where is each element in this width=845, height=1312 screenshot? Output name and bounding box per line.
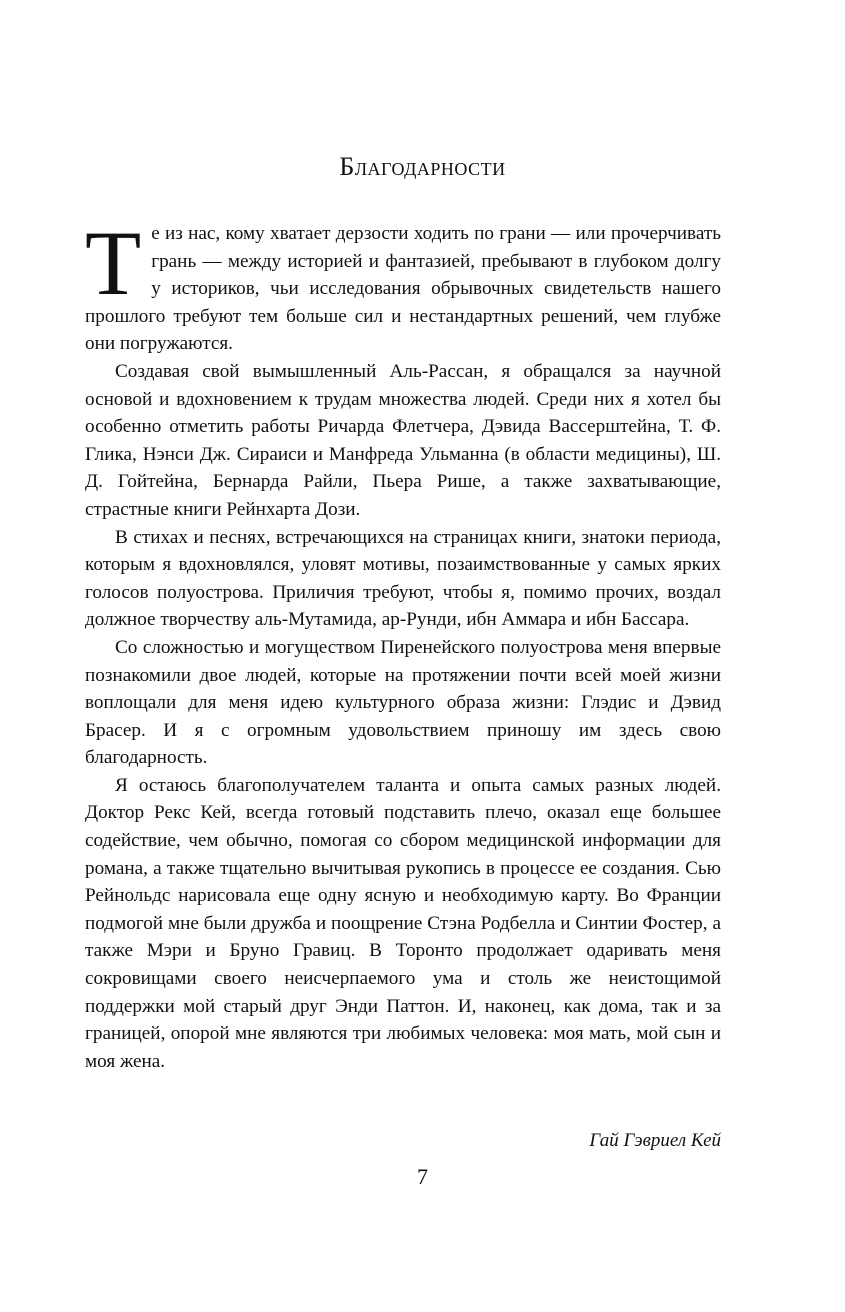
drop-cap: Т bbox=[85, 212, 142, 314]
page-title: Благодарности bbox=[339, 152, 506, 181]
paragraph-2: Создавая свой вымышленный Аль-Рассан, я обращался за научной основой и вдохновением к трудам множества людей. Среди них я хотел бы особенно отметить работы Ричарда Флетчера, Дэвида Вассерштейна, Т. Ф. Глика, Нэнси Дж. Сираиси и Манфреда Ульманна (в области медицины), Ш. Д. Гойтейна, Бернарда Райли, Пьера Рише, а также захватывающие, страстные книги Рейнхарта Дози. bbox=[85, 360, 721, 520]
acknowledgements-body bbox=[85, 212, 721, 1075]
page-number: 7 bbox=[417, 1164, 428, 1189]
paragraph-3: В стихах и песнях, встречающихся на страницах книги, знатоки периода, которым я вдохновлялся, уловят мотивы, позаимствованные у самых ярких голосов полуострова. Приличия требуют, чтобы я, помимо прочих, воздал должное творчеству аль-Мутамида, ар-Рунди, ибн Аммара и ибн Бассара. bbox=[85, 526, 721, 631]
author-signature: Гай Гэвриел Кей bbox=[589, 1130, 721, 1151]
paragraph-4: Со сложностью и могуществом Пиренейского полуострова меня впервые познакомили двое людей, которые на протяжении почти всей моей жизни воплощали для меня идею культурного образа жизни: Глэдис и Дэвид Брасер. И я с огромным удовольствием приношу им здесь свою благодарность. bbox=[85, 636, 721, 769]
paragraph-1 bbox=[85, 212, 721, 358]
paragraph-1-text: е из нас, кому хватает дерзости ходить по грани — или прочерчивать грань — между историей и фантазией, пребывают в глубоком долгу у историков, чьи исследования обрывочных свидетельств нашего прошлого требуют тем больше сил и нестандартных решений, чем глубже они погружаются. bbox=[85, 223, 721, 355]
paragraph-5: Я остаюсь благополучателем таланта и опыта самых разных людей. Доктор Рекс Кей, всегда готовый подставить плечо, оказал еще большее содействие, чем обычно, помогая со сбором медицинской информации для романа, а также тщательно вычитывая рукопись в процессе ее создания. Сью Рейнольдс нарисовала еще одну ясную и необходимую карту. Во Франции подмогой мне были дружба и поощрение Стэна Родбелла и Синтии Фостер, а также Мэри и Бруно Гравиц. В Торонто продолжает одаривать меня сокровищами своего неисчерпаемого ума и столь же неистощимой поддержки мой старый друг Энди Паттон. И, наконец, как дома, так и за границей, опорой мне являются три любимых человека: моя мать, мой сын и моя жена. bbox=[85, 774, 721, 1072]
